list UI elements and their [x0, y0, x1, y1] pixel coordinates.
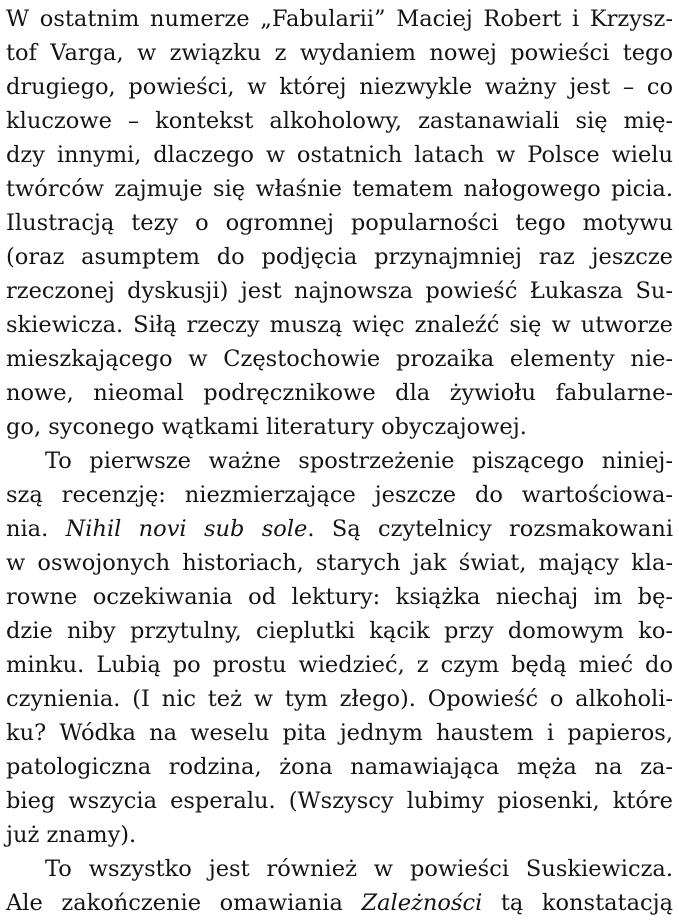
text-run: Ale zakończenie omawiania	[6, 890, 362, 916]
text-line: go, syconego wątkami literatury obyczajowej.	[6, 414, 527, 440]
text-line: drugiego, powieści, w której niezwykle ważny jest – co	[6, 74, 673, 100]
text-line: W ostatnim numerze „Fabularii” Maciej Robert i Krzysz-	[6, 6, 673, 32]
text-line: nowe, nieomal podręcznikowe dla żywiołu fabularne-	[6, 380, 673, 406]
text-line: dzie niby przytulny, cieplutki kącik przy domowym ko-	[6, 618, 673, 644]
text-line: skiewicza. Siłą rzeczy muszą więc znaleźć się w utworze	[6, 312, 673, 338]
italic-phrase: Nihil novi sub sole	[65, 516, 308, 542]
text-line-with-italic	[6, 512, 673, 546]
text-line: To wszystko jest również w powieści Suskiewicza.	[45, 856, 673, 882]
text-line: tof Varga, w związku z wydaniem nowej powieści tego	[6, 40, 673, 66]
paragraph-3	[6, 852, 673, 920]
text-run: nia.	[6, 516, 66, 542]
italic-title: Zależności	[361, 890, 483, 916]
text-line: w oswojonych historiach, starych jak świat, mający kla-	[6, 550, 673, 576]
text-line: rzeczonej dyskusji) jest najnowsza powieść Łukasza Su-	[6, 278, 673, 304]
text-line-with-italic	[6, 886, 673, 920]
text-line: kluczowe – kontekst alkoholowy, zastanawiali się mię-	[6, 108, 673, 134]
text-line: bieg wszycia esperalu. (Wszyscy lubimy piosenki, które	[6, 788, 673, 814]
text-line: szą recenzję: niezmierzające jeszcze do wartościowa-	[6, 482, 673, 508]
text-run: tą konstatacją	[482, 890, 673, 916]
text-line: rowne oczekiwania od lektury: książka niechaj im bę-	[6, 584, 673, 610]
paragraph-1	[6, 2, 673, 444]
text-line: już znamy).	[6, 822, 137, 848]
text-line: (oraz asumptem do podjęcia przynajmniej raz jeszcze	[6, 244, 673, 270]
text-line: czynienia. (I nic też w tym złego). Opowieść o alkoholi-	[6, 686, 673, 712]
paragraph-2	[6, 444, 673, 852]
text-line: Ilustracją tezy o ogromnej popularności tego motywu	[6, 210, 673, 236]
text-line: patologiczna rodzina, żona namawiająca męża na za-	[6, 754, 673, 780]
document-page	[6, 2, 673, 920]
text-line: twórców zajmuje się właśnie tematem nałogowego picia.	[6, 176, 673, 202]
text-line: dzy innymi, dlaczego w ostatnich latach w Polsce wielu	[6, 142, 673, 168]
text-run: . Są czytelnicy rozsmakowani	[307, 516, 674, 542]
text-line: ku? Wódka na weselu pita jednym haustem i papieros,	[6, 720, 673, 746]
text-line: mieszkającego w Częstochowie prozaika elementy nie-	[6, 346, 673, 372]
text-line: To pierwsze ważne spostrzeżenie piszącego niniej-	[45, 448, 673, 474]
text-line: minku. Lubią po prostu wiedzieć, z czym będą mieć do	[6, 652, 673, 678]
